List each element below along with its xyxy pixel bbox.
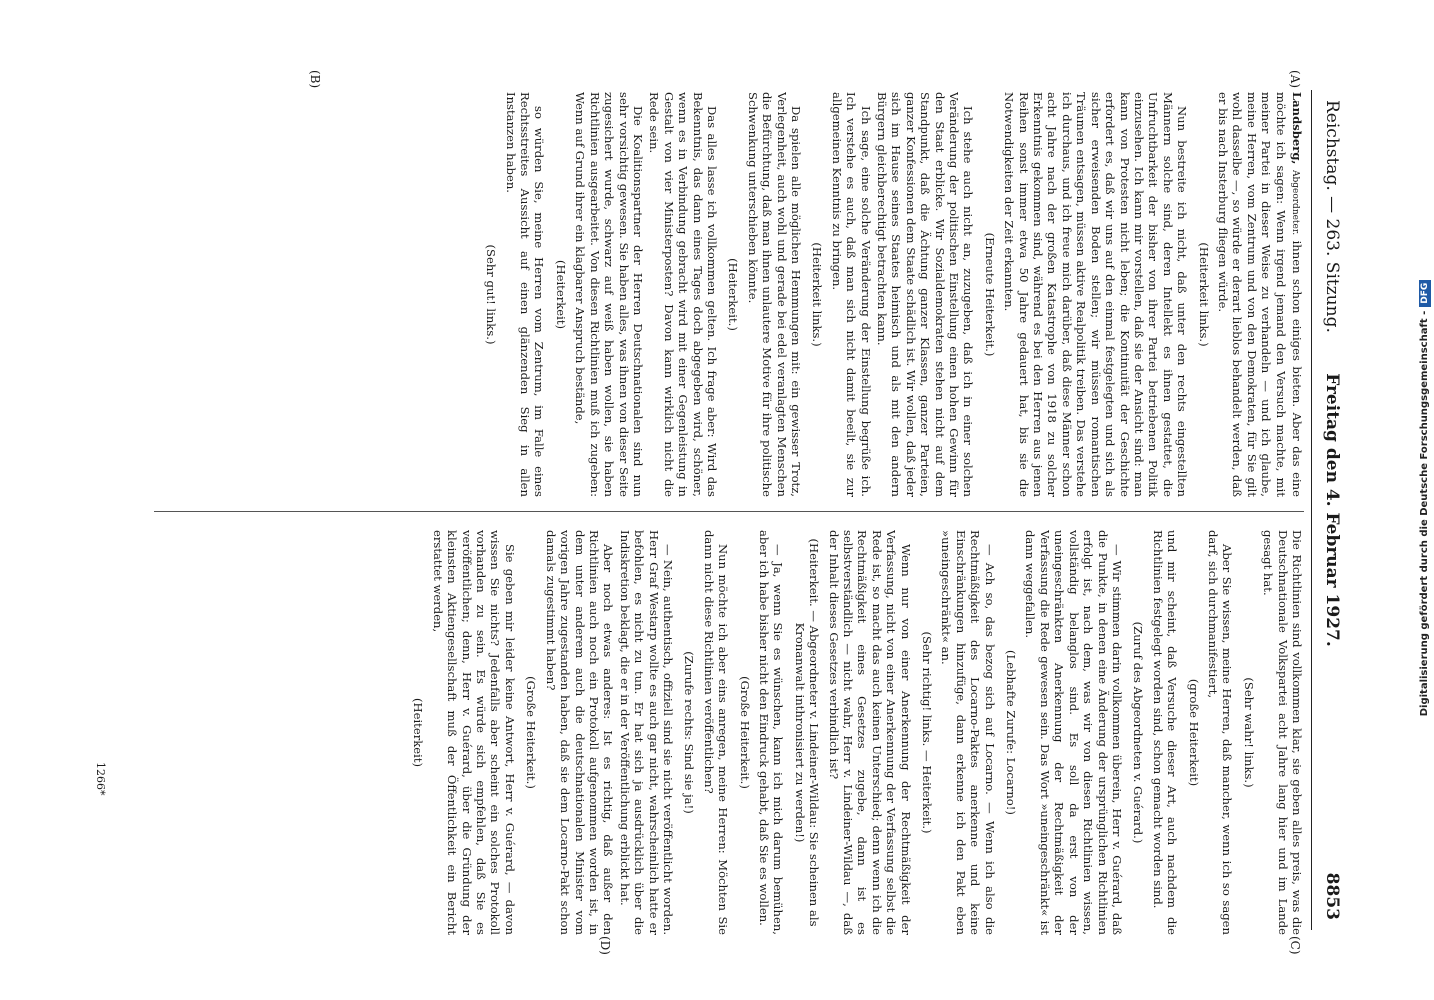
paragraph: — Nein, authentisch, offiziell sind sie nicht veröffentlicht worden. Herr Graf Westarp wollte es auch gar nicht, wahrscheinlich hatte er befohlen, es nicht zu tun. Er hat sich ja ausdrücklich über die Indiskretion beklagt, die er in der Veröffentlichung erblickt hat. (617, 530, 675, 935)
header-rule (1311, 90, 1312, 930)
interjection: (Zurufe rechts: Sind sie ja!) (682, 651, 697, 814)
interjection: (Heiterkeit links.) (810, 242, 825, 347)
interjection: (Erneute Heiterkeit.) (982, 232, 997, 357)
margin-marker-b: (B) (308, 70, 322, 89)
digitization-credit (1416, 8, 1434, 988)
left-column (104, 92, 1304, 497)
interjection: (Große Heiterkeit.) (524, 676, 539, 789)
interjection: (Heiterkeit) (553, 259, 568, 330)
paragraph: Sie geben mir leider keine Antwort, Herr v. Guérard, — davon wissen Sie nichts? Jedenfalls aber scheint ein solches Protokoll vorhanden zu sein. Es würde sich empfehlen, daß Sie es veröffentlichen; denn, Herr v. Guérard, über die Gründung der kleinsten Aktiengesellschaft muß der Öffentlichkeit ein Bericht erstattet werden, (430, 530, 517, 935)
margin-marker-a: (A) (1288, 70, 1302, 89)
reichstag-protocol-page (82, 62, 1362, 962)
page-number: 8853 (1322, 872, 1342, 920)
interjection: (Sehr wahr! links.) (1241, 677, 1256, 788)
interjection: (Sehr gut! links.) (484, 244, 499, 345)
paragraph: Ich stehe auch nicht an, zuzugeben, daß ich in einer solchen Veränderung der politischen Einstellung einen hohen Gewinn für den Staat erblicke. Wir Sozialdemokraten stehen nicht auf dem Standpunkt, daß die Ächtung ganzer Klassen, ganzer Parteien, ganzer Konfessionen dem Staate schädlich ist. Wir wollen, daß jeder sich im Hause seines Staates heimisch und als mit den andern Bürgern gleichberechtigt betrachten kann. (875, 92, 976, 497)
interjection: (Große Heiterkeit.) (737, 676, 752, 789)
paragraph: Aber Sie wissen, meine Herren, daß mancher, wenn ich so sagen darf, sich durchmanifestiert, (1205, 530, 1235, 935)
interjection: (Sehr richtig! links. — Heiterkeit.) (920, 631, 935, 834)
interjection: (große Heiterkeit) (1186, 678, 1201, 787)
header-session: Reichstag. — 263. Sitzung. (1322, 100, 1342, 333)
interjection: (Lebhafte Zurufe: Locarno!) (1004, 650, 1019, 815)
paragraph: Nun bestreite ich nicht, daß unter den rechts eingestellten Männern solche sind, deren Intellekt es ihnen gestattet, die Unfruchtbarkeit der bisher von ihrer Partei betriebenen Politik einzusehen. Ich kann mir vorstellen, daß sie der Ansicht sind: man kann von Protesten nicht leben; die Kontinuität der Geschichte erfordert es, daß wir uns auf den einmal festgelegten und sich als sicher erweisenden Boden stellen; wir müssen romantischen Träumen entsagen, müssen aktive Realpolitik treiben. Das verstehe ich durchaus, und ich freue mich darüber, daß diese Männer schon acht Jahre nach der großen Katastrophe von 1918 zu solcher Erkenntnis gekommen sind, während es bei den Herren aus jenen Reihen sonst immer etwa 50 Jahre gedauert hat, bis sie die Notwendigkeiten der Zeit erkannten. (1002, 92, 1190, 497)
signature-mark: 1266* (94, 762, 107, 796)
paragraph: Nun möchte ich aber eins anregen, meine Herren: Möchten Sie dann nicht diese Richtlinien veröffentlichen? (701, 530, 731, 935)
paragraph (1216, 92, 1304, 497)
paragraph: Ich sage, eine solche Veränderung der Einstellung begrüße ich. Ich verstehe es auch, daß man sich nicht damit beeilt, sie zur allgemeinen Kenntnis zu bringen. (829, 92, 873, 497)
margin-marker-d: (D) (598, 936, 612, 955)
interjection: (Heiterkeit. — Abgeordneter v. Lindeiner-Wildau: Sie scheinen als Kronanwalt inthronisiert zu werden!) (792, 538, 822, 927)
paragraph-text: ihnen schon einiges bieten. Aber das eine möchte ich sagen: Wenn irgend jemand den Versuch machte, mit meiner Partei in dieser Weise zu verhandeln — und ich glaube, meine Herren, vom Zentrum und von den Demokraten, für Sie gilt wohl dasselbe —, so würde er derart lieblos behandelt werden, daß er bis nach Insterburg fliegen würde. (1215, 92, 1304, 497)
right-column (104, 530, 1304, 935)
dfg-logo-icon: DFG (1419, 280, 1431, 307)
interjection: (Zuruf des Abgeordneten v. Guérard.) (1131, 621, 1146, 844)
paragraph: Die Richtlinien sind vollkommen klar, sie geben alles preis, was die Deutschnationale Volkspartei acht Jahre lang hier und im Lande gesagt hat. (1261, 530, 1304, 935)
paragraph: — Ach so, das bezog sich auf Locarno. — Wenn ich also die Rechtmäßigkeit des Locarno-Paktes anerkenne und keine Einschränkungen hinzufüge, dann erkenne ich den Pakt eben »uneingeschränkt« an. (939, 530, 997, 935)
paragraph: Die Koalitionspartner der Herren Deutschnationalen sind nun sehr vorsichtig gewesen. Sie haben alles, was ihnen von dieser Seite zugesichert wurde, schwarz auf weiß haben wollen, sie haben Richtlinien ausgearbeitet. Von diesen Richtlinien muß ich zugeben: Wenn auf Grund ihrer ein klagbarer Anspruch bestände, (573, 92, 645, 497)
paragraph: so würden Sie, meine Herren vom Zentrum, im Falle eines Rechtsstreites Aussicht auf einen glänzenden Sieg in allen Instanzen haben. (503, 92, 547, 497)
speaker-role: Abgeordneter. (1290, 169, 1300, 236)
credit-text (1416, 8, 1434, 988)
header-date: Freitag den 4. Februar 1927. (1322, 373, 1342, 647)
paragraph: Da spielen alle möglichen Hemmungen mit: ein gewisser Trotz, Verlegenheit, auch wohl und gerade bei edel veranlagten Menschen die Befürchtung, daß man ihnen unlautere Motive für ihre politische Schwenkung unterschieben könnte. (745, 92, 803, 497)
column-divider (154, 511, 1304, 512)
paragraph: Aber noch etwas anderes: Ist es richtig, daß außer den Richtlinien auch noch ein Protokoll aufgenommen worden ist, in dem unter anderem auch die deutschnationalen Minister vom vorigen Jahre zugestanden haben, daß sie dem Locarno-Pakt schon damals zugestimmt haben? (543, 530, 616, 935)
paragraph: Wenn nur von einer Anerkennung der Rechtmäßigkeit der Verfassung, nicht von einer Anerkennung der Verfassung selbst die Rede ist, so macht das auch keinen Unterschied; denn wenn ich die Rechtmäßigkeit eines Gesetzes zugebe, dann ist es selbstverständlich — nicht wahr, Herr v. Lindeiner-Wildau —, daß der Inhalt dieses Gesetzes verbindlich ist? (826, 530, 913, 935)
speaker-name: Landsberg, (1290, 92, 1304, 165)
page-header (1316, 90, 1342, 930)
interjection: (Heiterkeit links.) (1196, 242, 1211, 347)
interjection: (Heiterkeit) (411, 697, 426, 768)
paragraph: — Ja, wenn Sie es wünschen, kann ich mich darum bemühen, aber ich habe bisher nicht den Eindruck gehabt, daß Sie es wollen. (757, 530, 786, 935)
paragraph: und mir scheint, daß Versuche dieser Art, auch nachdem die Richtlinien festgelegt worden sind, schon gemacht worden sind. (1150, 530, 1180, 935)
paragraph: Das alles lasse ich vollkommen gelten. Ich frage aber: Wird das Bekenntnis, das dann eines Tages doch abgegeben wird, schöner, wenn es in Verbindung gebracht wird mit einer Gegenleistung in Gestalt von vier Ministerposten? Davon kann wirklich nicht die Rede sein. (647, 92, 719, 497)
margin-marker-c: (C) (1288, 936, 1302, 955)
credit-label: Digitalisierung gefördert durch die Deutsche Forschungsgemeinschaft - (1419, 310, 1430, 717)
paragraph: — Wir stimmen darin vollkommen überein, Herr v. Guérard, daß die Punkte, in denen eine Änderung der ursprünglichen Richtlinien erfolgt ist, nach dem, was wir von diesen Richtlinien wissen, vollständig belanglos sind. Es soll da erst von der uneingeschränkten Anerkennung der Rechtmäßigkeit der Verfassung die Rede gewesen sein. Das Wort »uneingeschränkt« ist dann weggefallen. (1023, 530, 1124, 935)
interjection: (Heiterkeit.) (726, 258, 741, 331)
